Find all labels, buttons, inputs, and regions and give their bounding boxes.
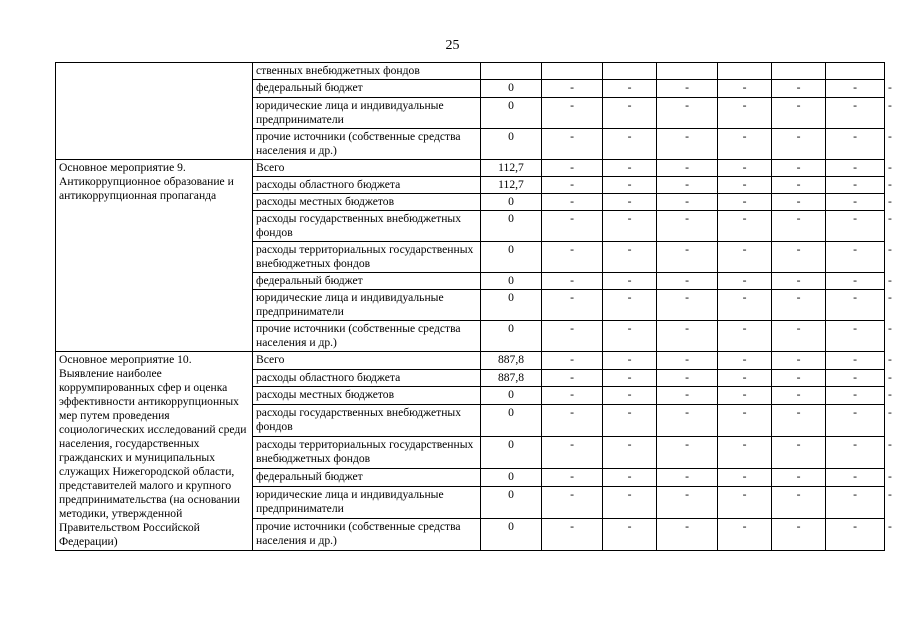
- total-value-cell: 0: [481, 321, 542, 352]
- year-value-cell: [603, 63, 657, 80]
- year-value-cell: -: [826, 369, 885, 387]
- year-value-cell: -: [718, 436, 772, 468]
- year-value-cell: -: [826, 486, 885, 518]
- year-value-cell: -: [772, 160, 826, 177]
- year-value-cell: -: [657, 177, 718, 194]
- year-value-cell: -: [542, 273, 603, 290]
- year-value-cell: -: [772, 194, 826, 211]
- year-value-cell: -: [657, 518, 718, 550]
- year-value-cell: -: [542, 469, 603, 487]
- year-value-cell: -: [603, 369, 657, 387]
- year-value-cell: -: [603, 177, 657, 194]
- year-value-cell: -: [542, 369, 603, 387]
- year-value-cell: -: [718, 129, 772, 160]
- year-value-cell: -: [772, 387, 826, 405]
- total-value-cell: 0: [481, 469, 542, 487]
- year-value-cell: -: [718, 98, 772, 129]
- year-value-cell: -: [772, 486, 826, 518]
- year-value-cell: -: [718, 160, 772, 177]
- year-value-cell: -: [657, 321, 718, 352]
- total-value-cell: 0: [481, 404, 542, 436]
- year-value-cell: -: [603, 211, 657, 242]
- year-value-cell: -: [542, 194, 603, 211]
- year-value-cell: -: [826, 80, 885, 98]
- total-value-cell: 0: [481, 518, 542, 550]
- total-value-cell: 887,8: [481, 369, 542, 387]
- table-row: федеральный бюджет 0 - - - - - - -: [56, 469, 885, 487]
- funding-source-cell: расходы территориальных государственных внебюджетных фондов: [253, 436, 481, 468]
- financing-table: [55, 62, 892, 551]
- year-value-cell: -: [826, 273, 885, 290]
- funding-source-cell: федеральный бюджет: [253, 469, 481, 487]
- year-value-cell: -: [718, 352, 772, 370]
- table-row: [56, 63, 885, 80]
- year-value-cell: -: [542, 387, 603, 405]
- year-value-cell: -: [657, 98, 718, 129]
- year-value-cell: -: [657, 242, 718, 273]
- year-value-cell: -: [657, 387, 718, 405]
- year-value-cell: -: [542, 404, 603, 436]
- year-value-cell: -: [718, 321, 772, 352]
- total-value-cell: 0: [481, 436, 542, 468]
- table-row: расходы местных бюджетов 0 - - - - - - -: [56, 387, 885, 405]
- funding-source-cell: расходы государственных внебюджетных фондов: [253, 211, 481, 242]
- funding-source-cell: расходы местных бюджетов: [253, 194, 481, 211]
- year-value-cell: -: [603, 80, 657, 98]
- year-value-cell: -: [657, 290, 718, 321]
- year-value-cell: -: [718, 486, 772, 518]
- year-value-cell: -: [542, 129, 603, 160]
- funding-source-cell: расходы местных бюджетов: [253, 387, 481, 405]
- year-value-cell: -: [772, 518, 826, 550]
- funding-source-cell: ственных внебюджетных фондов: [253, 63, 481, 80]
- year-value-cell: -: [826, 321, 885, 352]
- financing-table-body: [56, 63, 892, 551]
- total-value-cell: 0: [481, 290, 542, 321]
- year-value-cell: -: [603, 404, 657, 436]
- total-value-cell: 0: [481, 486, 542, 518]
- table-row: юридические лица и индивидуальные предприниматели 0 - - - - - - -: [56, 486, 885, 518]
- funding-source-cell: федеральный бюджет: [253, 80, 481, 98]
- table-row: расходы областного бюджета 112,7 - - - - - - -: [56, 177, 885, 194]
- table-row: расходы государственных внебюджетных фондов 0 - - - - - - -: [56, 404, 885, 436]
- year-value-cell: -: [657, 352, 718, 370]
- table-row: прочие источники (собственные средства населения и др.) 0 - - - - - - -: [56, 129, 885, 160]
- table-row: расходы территориальных государственных внебюджетных фондов 0 - - - - - - -: [56, 242, 885, 273]
- year-value-cell: -: [657, 469, 718, 487]
- year-value-cell: -: [542, 160, 603, 177]
- year-value-cell: -: [603, 436, 657, 468]
- year-value-cell: -: [603, 98, 657, 129]
- year-value-cell: -: [826, 211, 885, 242]
- year-value-cell: [718, 63, 772, 80]
- total-value-cell: 0: [481, 80, 542, 98]
- year-value-cell: [826, 63, 885, 80]
- year-value-cell: -: [542, 80, 603, 98]
- year-value-cell: -: [772, 290, 826, 321]
- year-value-cell: -: [772, 469, 826, 487]
- funding-source-cell: Всего: [253, 160, 481, 177]
- funding-source-cell: юридические лица и индивидуальные предприниматели: [253, 290, 481, 321]
- year-value-cell: -: [657, 129, 718, 160]
- year-value-cell: -: [603, 469, 657, 487]
- table-row: федеральный бюджет 0 - - - - - - -: [56, 273, 885, 290]
- table-row: расходы областного бюджета 887,8 - - - - - - -: [56, 369, 885, 387]
- total-value-cell: 887,8: [481, 352, 542, 370]
- total-value-cell: [481, 63, 542, 80]
- table-row: Основное мероприятие 9. Антикоррупционное образование и антикоррупционная пропаганда Всего 112,7 - - - - - - -: [56, 160, 885, 177]
- activity-cell: [56, 63, 253, 160]
- year-value-cell: -: [657, 369, 718, 387]
- year-value-cell: -: [718, 369, 772, 387]
- total-value-cell: 0: [481, 211, 542, 242]
- year-value-cell: -: [603, 290, 657, 321]
- year-value-cell: -: [603, 194, 657, 211]
- funding-source-cell: юридические лица и индивидуальные предприниматели: [253, 98, 481, 129]
- year-value-cell: -: [826, 177, 885, 194]
- activity-cell: Основное мероприятие 10. Выявление наиболее коррумпированных сфер и оценка эффективности антикоррупционных мер путем проведения социологических исследований среди населения, государственных гражданских и муниципальных служащих Нижегородской области, представителей малого и крупного предпринимательства (на основании методики, утвержденной Правительством Российской Федерации): [56, 352, 253, 551]
- funding-source-cell: прочие источники (собственные средства населения и др.): [253, 321, 481, 352]
- year-value-cell: -: [718, 404, 772, 436]
- table-row: Основное мероприятие 10. Выявление наиболее коррумпированных сфер и оценка эффективности антикоррупционных мер путем проведения социологических исследований среди населения, государственных гражданских и муниципальных служащих Нижегородской области, представителей малого и крупного предпринимательства (на основании методики, утвержденной Правительством Российской Федерации) Всего 887,8 - - - - - - -: [56, 352, 885, 370]
- year-value-cell: -: [772, 98, 826, 129]
- year-value-cell: -: [718, 469, 772, 487]
- year-value-cell: -: [657, 211, 718, 242]
- funding-source-cell: федеральный бюджет: [253, 273, 481, 290]
- year-value-cell: -: [542, 518, 603, 550]
- year-value-cell: -: [657, 80, 718, 98]
- table-row: расходы территориальных государственных внебюджетных фондов 0 - - - - - - -: [56, 436, 885, 468]
- year-value-cell: -: [826, 436, 885, 468]
- funding-source-cell: расходы территориальных государственных внебюджетных фондов: [253, 242, 481, 273]
- year-value-cell: -: [603, 486, 657, 518]
- year-value-cell: -: [718, 242, 772, 273]
- year-value-cell: -: [657, 404, 718, 436]
- page-number: 25: [445, 38, 460, 53]
- table-row: прочие источники (собственные средства населения и др.) 0 - - - - - - -: [56, 518, 885, 550]
- year-value-cell: -: [772, 404, 826, 436]
- activity-cell: Основное мероприятие 9. Антикоррупционное образование и антикоррупционная пропаганда: [56, 160, 253, 352]
- year-value-cell: -: [542, 352, 603, 370]
- year-value-cell: -: [718, 194, 772, 211]
- funding-source-cell: расходы областного бюджета: [253, 369, 481, 387]
- year-value-cell: -: [542, 211, 603, 242]
- funding-source-cell: расходы областного бюджета: [253, 177, 481, 194]
- year-value-cell: -: [772, 352, 826, 370]
- year-value-cell: -: [542, 98, 603, 129]
- year-value-cell: -: [826, 352, 885, 370]
- year-value-cell: -: [772, 211, 826, 242]
- year-value-cell: -: [772, 177, 826, 194]
- total-value-cell: 112,7: [481, 177, 542, 194]
- year-value-cell: -: [542, 486, 603, 518]
- year-value-cell: -: [718, 80, 772, 98]
- year-value-cell: -: [772, 242, 826, 273]
- table-row: юридические лица и индивидуальные предприниматели 0 - - - - - - -: [56, 98, 885, 129]
- total-value-cell: 0: [481, 194, 542, 211]
- year-value-cell: -: [603, 129, 657, 160]
- year-value-cell: -: [718, 518, 772, 550]
- year-value-cell: -: [718, 273, 772, 290]
- year-value-cell: -: [542, 436, 603, 468]
- year-value-cell: [772, 63, 826, 80]
- funding-source-cell: юридические лица и индивидуальные предприниматели: [253, 486, 481, 518]
- year-value-cell: -: [772, 369, 826, 387]
- year-value-cell: -: [772, 129, 826, 160]
- year-value-cell: -: [826, 160, 885, 177]
- year-value-cell: -: [772, 273, 826, 290]
- table-row: юридические лица и индивидуальные предприниматели 0 - - - - - - -: [56, 290, 885, 321]
- year-value-cell: -: [657, 273, 718, 290]
- year-value-cell: [542, 63, 603, 80]
- table-row: расходы местных бюджетов 0 - - - - - - -: [56, 194, 885, 211]
- funding-source-cell: Всего: [253, 352, 481, 370]
- table-row: расходы государственных внебюджетных фондов 0 - - - - - - -: [56, 211, 885, 242]
- year-value-cell: -: [603, 273, 657, 290]
- year-value-cell: -: [718, 211, 772, 242]
- funding-source-cell: прочие источники (собственные средства населения и др.): [253, 129, 481, 160]
- year-value-cell: -: [772, 321, 826, 352]
- year-value-cell: -: [718, 387, 772, 405]
- year-value-cell: -: [826, 404, 885, 436]
- year-value-cell: -: [603, 518, 657, 550]
- year-value-cell: -: [718, 290, 772, 321]
- total-value-cell: 112,7: [481, 160, 542, 177]
- year-value-cell: -: [826, 387, 885, 405]
- year-value-cell: -: [826, 290, 885, 321]
- year-value-cell: -: [542, 242, 603, 273]
- year-value-cell: -: [718, 177, 772, 194]
- year-value-cell: -: [826, 98, 885, 129]
- year-value-cell: -: [603, 242, 657, 273]
- year-value-cell: -: [657, 436, 718, 468]
- year-value-cell: -: [542, 177, 603, 194]
- table-row: прочие источники (собственные средства населения и др.) 0 - - - - - - -: [56, 321, 885, 352]
- year-value-cell: -: [657, 160, 718, 177]
- year-value-cell: -: [826, 129, 885, 160]
- table-row: федеральный бюджет 0 - - - - - - -: [56, 80, 885, 98]
- year-value-cell: -: [826, 469, 885, 487]
- year-value-cell: -: [826, 242, 885, 273]
- total-value-cell: 0: [481, 273, 542, 290]
- year-value-cell: -: [542, 321, 603, 352]
- year-value-cell: -: [603, 321, 657, 352]
- year-value-cell: [657, 63, 718, 80]
- total-value-cell: 0: [481, 129, 542, 160]
- year-value-cell: -: [772, 436, 826, 468]
- year-value-cell: -: [657, 194, 718, 211]
- total-value-cell: 0: [481, 387, 542, 405]
- total-value-cell: 0: [481, 242, 542, 273]
- year-value-cell: -: [772, 80, 826, 98]
- year-value-cell: -: [657, 486, 718, 518]
- total-value-cell: 0: [481, 98, 542, 129]
- year-value-cell: -: [826, 518, 885, 550]
- year-value-cell: -: [603, 387, 657, 405]
- year-value-cell: -: [542, 290, 603, 321]
- year-value-cell: -: [826, 194, 885, 211]
- funding-source-cell: расходы государственных внебюджетных фондов: [253, 404, 481, 436]
- year-value-cell: -: [603, 160, 657, 177]
- funding-source-cell: прочие источники (собственные средства населения и др.): [253, 518, 481, 550]
- year-value-cell: -: [603, 352, 657, 370]
